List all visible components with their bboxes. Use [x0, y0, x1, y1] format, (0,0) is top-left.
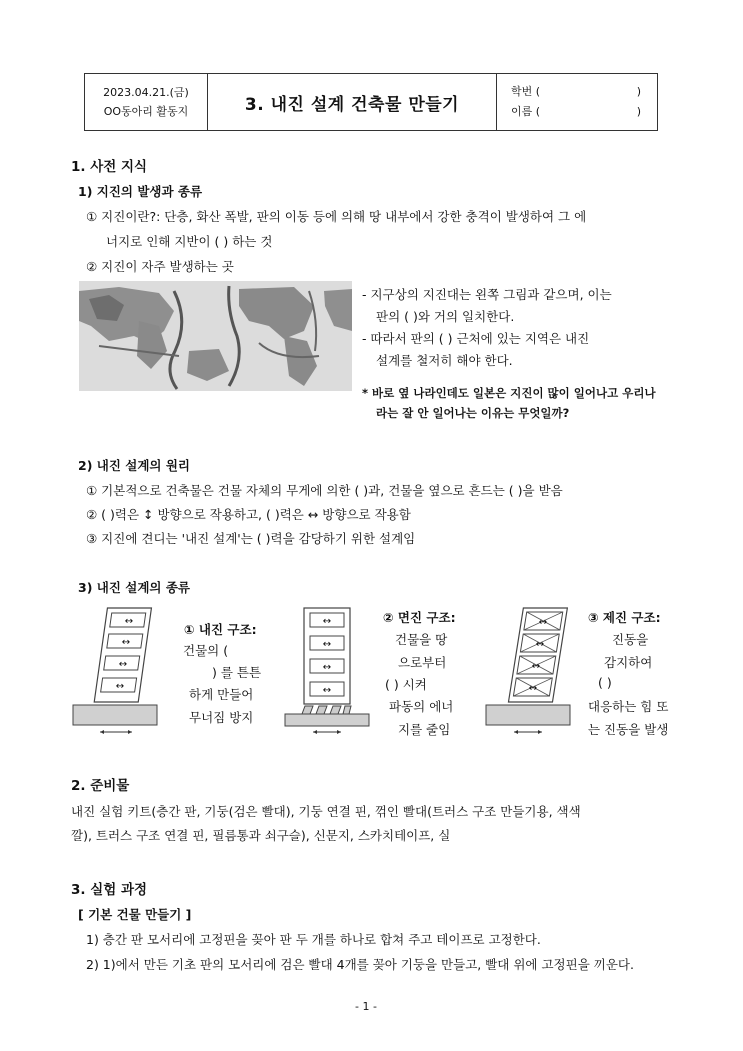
arrow-label: ↔ [322, 616, 332, 627]
page-title: 3. 내진 설계 건축물 만들기 [208, 74, 497, 131]
sub1-title: 1) 지진의 발생과 종류 [78, 184, 203, 199]
type3-line: 는 진동을 발생 [588, 722, 669, 737]
type2-title: ② 면진 구조: [383, 610, 456, 625]
world-map-image [79, 281, 352, 391]
arrow-label: ↔ [322, 639, 332, 650]
type2-line: 으로부터 [398, 655, 447, 670]
type2-line: ( ) 시켜 [385, 677, 427, 692]
damping-structure-diagram [484, 604, 580, 739]
header-table [84, 73, 658, 131]
arrow-label: ↔ [322, 662, 332, 673]
header-left-cell [85, 74, 208, 131]
item2: ② 지진이 자주 발생하는 곳 [86, 259, 234, 274]
map-note-2: 판의 ( )와 거의 일치한다. [376, 309, 515, 324]
basic-building-subtitle: [ 기본 건물 만들기 ] [78, 907, 192, 922]
header-date: 2023.04.21.(금) [103, 86, 189, 99]
item1-line2: 너지로 인해 지반이 ( ) 하는 것 [106, 234, 273, 249]
question-line1: * 바로 옆 나라인데도 일본은 지진이 많이 일어나고 우리나 [362, 386, 656, 400]
sub3-title: 3) 내진 설계의 종류 [78, 580, 190, 595]
type3-line: 감지하여 [604, 655, 653, 670]
materials-line1: 내진 실험 키트(층간 판, 기둥(검은 빨대), 기둥 연결 핀, 꺾인 빨대(트러스 구조 만들기용, 색색 [71, 804, 581, 819]
page-number: - 1 - [355, 1000, 377, 1013]
arrow-label: ↔ [118, 659, 128, 670]
arrow-label: ↔ [115, 681, 125, 692]
type1-line: 하게 만들어 [189, 687, 254, 702]
principle-2: ② ( )력은 ↕ 방향으로 작용하고, ( )력은 ↔ 방향으로 작용함 [86, 507, 411, 522]
map-note-3: - 따라서 판의 ( ) 근처에 있는 지역은 내진 [362, 331, 590, 346]
header-subtitle: OO동아리 활동지 [103, 105, 189, 118]
principle-3: ③ 지진에 견디는 '내진 설계'는 ( )력을 감당하기 위한 설계임 [86, 531, 416, 546]
arrow-label: ↔ [124, 616, 134, 627]
arrow-label: ↔ [538, 617, 548, 628]
type1-line: 무너짐 방지 [189, 710, 254, 725]
arrow-label: ↔ [535, 639, 545, 650]
arrow-label: ↔ [528, 683, 538, 694]
type1-line: ) 를 튼튼 [212, 665, 262, 680]
resistant-structure-diagram [70, 604, 162, 739]
type1-line: 건물의 ( [183, 643, 229, 658]
world-seismic-map [79, 281, 352, 391]
item1-line1: ① 지진이란?: 단층, 화산 폭발, 판의 이동 등에 의해 땅 내부에서 강한 충격이 발생하여 그 에 [86, 209, 587, 224]
student-id-close: ) [636, 85, 641, 98]
map-note-1: - 지구상의 지진대는 왼쪽 그림과 같으며, 이는 [362, 287, 612, 302]
arrow-label: ↔ [531, 661, 541, 672]
question-line2: 라는 잘 안 일어나는 이유는 무엇일까? [376, 406, 570, 420]
principle-1: ① 기본적으로 건축물은 건물 자체의 무게에 의한 ( )과, 건물을 옆으로 흔드는 ( )을 받음 [86, 483, 563, 498]
section3-title: 3. 실험 과정 [71, 882, 148, 898]
type2-line: 건물을 땅 [395, 632, 448, 647]
section2-title: 2. 준비물 [71, 778, 130, 794]
type1-title: ① 내진 구조: [184, 622, 257, 637]
name-close: ) [636, 105, 641, 118]
arrow-label: ↔ [121, 637, 131, 648]
step-1: 1) 층간 판 모서리에 고정핀을 꽂아 판 두 개를 하나로 합쳐 주고 테이프로 고정한다. [86, 932, 541, 947]
section1-title: 1. 사전 지식 [71, 159, 148, 175]
type3-line: ( ) [598, 675, 612, 690]
isolation-structure-diagram [283, 604, 373, 739]
header-right-cell [497, 74, 658, 131]
name-label: 이름 ( [511, 105, 541, 118]
type2-line: 지를 줄임 [398, 722, 451, 737]
arrow-label: ↔ [322, 685, 332, 696]
student-id-label: 학번 ( [511, 85, 541, 98]
step-2: 2) 1)에서 만든 기초 판의 모서리에 검은 빨대 4개를 꽂아 기둥을 만들고, 빨대 위에 고정핀을 끼운다. [86, 957, 634, 972]
materials-line2: 깔), 트러스 구조 연결 핀, 필름통과 쇠구슬), 신문지, 스카치테이프, 실 [71, 828, 451, 843]
map-note-4: 설계를 철저히 해야 한다. [376, 353, 513, 368]
type3-title: ③ 제진 구조: [588, 610, 661, 625]
type2-line: 파동의 에너 [389, 699, 454, 714]
type3-line: 진동을 [612, 632, 649, 647]
type3-line: 대응하는 힘 또 [588, 699, 669, 714]
sub2-title: 2) 내진 설계의 원리 [78, 458, 190, 473]
